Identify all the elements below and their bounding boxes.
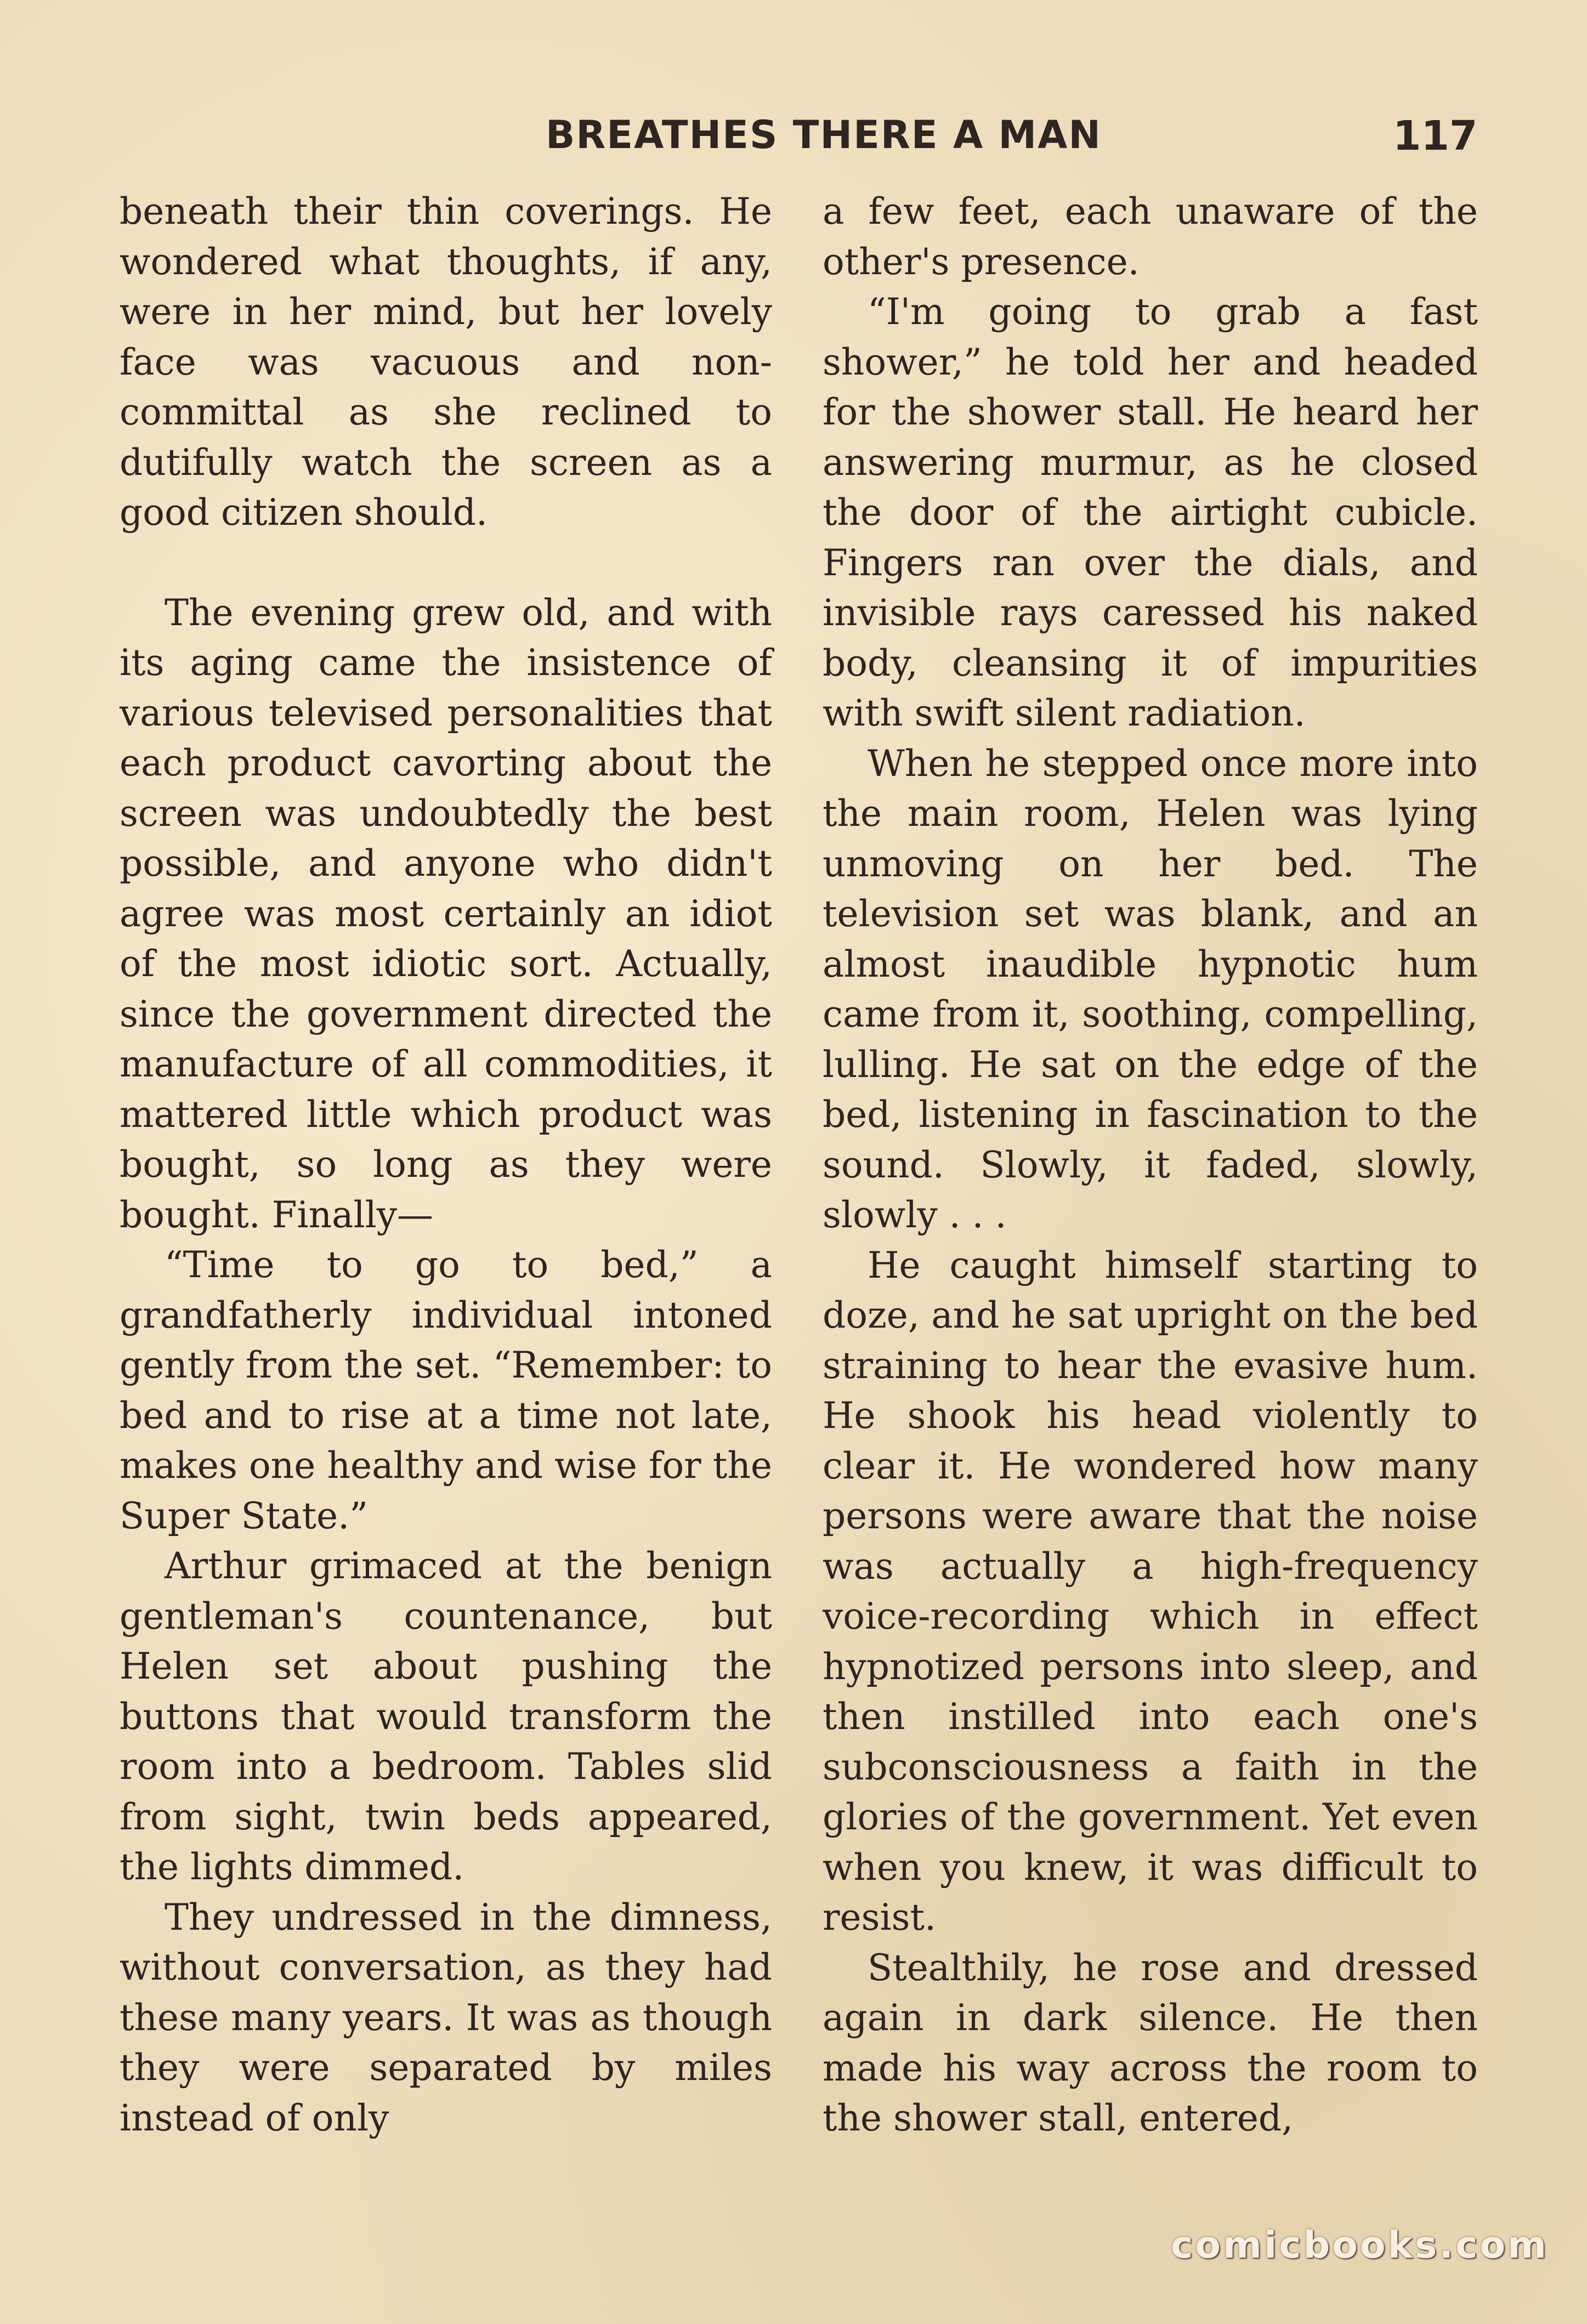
right-column — [823, 186, 1478, 2144]
paragraph: He caught himself starting to doze, and he sat upright on the bed straining to hear the evasive hum. He shook his head violently to clear it. He wondered how many persons were aware that the noise was actually a high-frequency voice-recording which in effect hypnotized persons into sleep, and then instilled into each one's subconsciousness a faith in the glories of the government. Yet even when you knew, it was difficult to resist. — [823, 1244, 1478, 1938]
page-header — [0, 112, 1587, 173]
paragraph: Stealthily, he rose and dressed again in dark silence. He then made his way across the room to the shower stall, entered, — [823, 1946, 1478, 2139]
paragraph: Arthur grimaced at the benign gentleman's countenance, but Helen set about pushing the buttons that would transform the room into a bedroom. Tables slid from sight, twin beds appeared, the lights dimmed. — [120, 1545, 772, 1888]
left-column — [120, 186, 772, 2143]
paragraph: “Time to go to bed,” a grandfatherly individual intoned gently from the set. “Remember: to bed and to rise at a time not late, makes one healthy and wise for the Super State.” — [120, 1244, 772, 1537]
paragraph: They undressed in the dimness, without conversation, as they had these many years. It was as though they were separated by miles instead of only — [120, 1896, 772, 2139]
site-watermark: comicbooks.com — [1171, 2224, 1549, 2267]
paragraph: a few feet, each unaware of the other's presence. — [823, 190, 1478, 283]
paragraph: beneath their thin coverings. He wondered what thoughts, if any, were in her mind, but her lovely face was vacuous and non-committal as she reclined to dutifully watch the screen as a good citizen should. — [120, 190, 772, 534]
page-number: 117 — [1393, 112, 1478, 160]
paragraph: The evening grew old, and with its aging came the insistence of various televised personalities that each product cavorting about the screen was undoubtedly the best possible, and anyone who didn't agree was most certainly an idiot of the most idiotic sort. Actually, since the government directed the manufacture of all commodities, it mattered little which product was bought, so long as they were bought. Finally— — [120, 591, 772, 1236]
paragraph: “I'm going to grab a fast shower,” he told her and headed for the shower stall. He heard her answering murmur, as he closed the door of the airtight cubicle. Fingers ran over the dials, and invisible rays caressed his naked body, cleansing it of impurities with swift silent radiation. — [823, 291, 1478, 734]
running-title: BREATHES THERE A MAN — [546, 112, 1102, 157]
paragraph: When he stepped once more into the main room, Helen was lying unmoving on her bed. The television set was blank, and an almost inaudible hypnotic hum came from it, soothing, compelling, lulling. He sat on the edge of the bed, listening in fascination to the sound. Slowly, it faded, slowly, slowly . . . — [823, 742, 1478, 1236]
